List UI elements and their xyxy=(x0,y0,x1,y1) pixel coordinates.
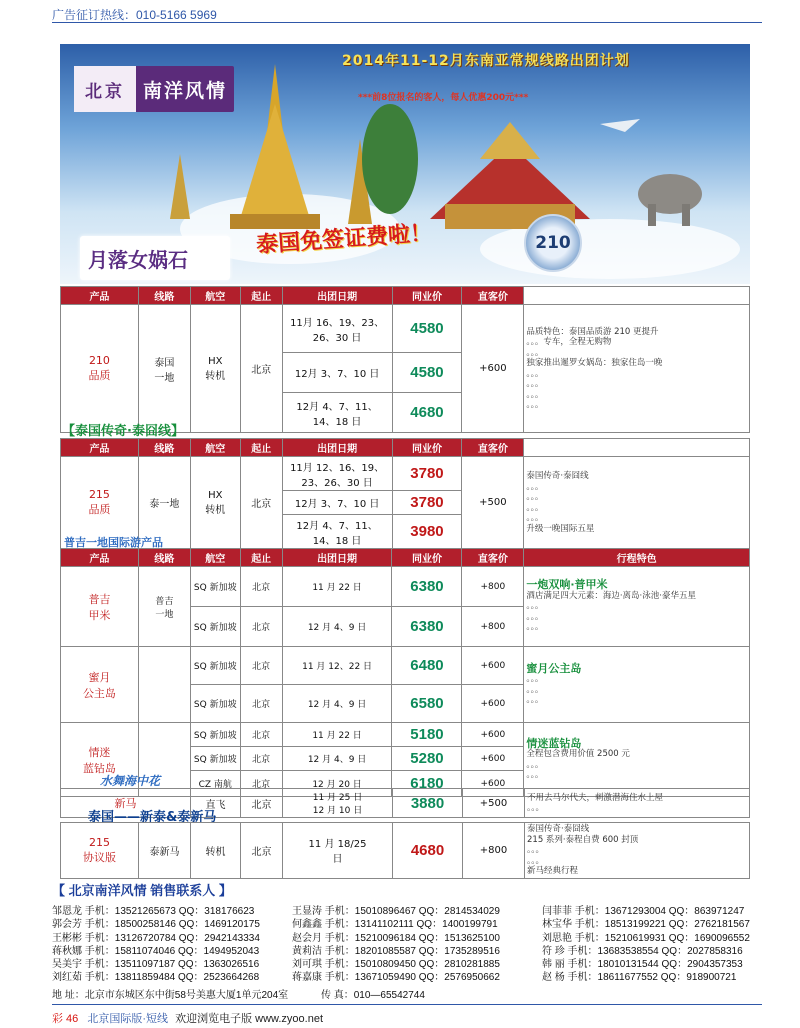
trade-price: 4680 xyxy=(393,823,463,879)
contact-entry: 符 珍 手机：13683538554 QQ：2027858316 xyxy=(542,945,743,957)
airline: CZ 南航 xyxy=(190,771,240,797)
itinerary-cell xyxy=(524,567,750,647)
banner-promo: ***前8位报名的客人，每人优惠200元*** xyxy=(358,93,529,103)
sales-contacts xyxy=(52,880,762,1001)
tour-dates: 12月 3、7、10 日 xyxy=(282,491,392,515)
contact-entry: 刘红茹 手机：13811859484 QQ：2523664268 xyxy=(52,972,260,984)
col-header: 出团日期 xyxy=(282,287,392,305)
airline: SQ 新加坡 xyxy=(190,607,240,647)
trade-price: 6380 xyxy=(392,567,462,607)
itinerary-desc: 不用去马尔代夫，刺激潜海住水上屋 。。。 xyxy=(525,789,750,818)
trade-price: 4580 xyxy=(392,305,462,353)
tour-dates: 12月 4、7、11、 14、18 日 xyxy=(282,393,392,433)
trade-price: 3780 xyxy=(392,491,462,515)
visa-free-slogan: 泰国免签证费啦！ xyxy=(255,220,433,259)
bottom-rule xyxy=(52,1004,762,1005)
direct-price: +600 xyxy=(462,747,524,771)
contact-entry: 蒋秋娜 手机：15811074046 QQ：1494952043 xyxy=(52,945,260,957)
airline: SQ 新加坡 xyxy=(190,647,240,685)
direct-price: +600 xyxy=(462,647,524,685)
departure-city: 北京 xyxy=(240,457,282,549)
product-210-badge: 210 xyxy=(524,214,582,272)
col-header: 起止 xyxy=(240,287,282,305)
airline: HX 转机 xyxy=(190,457,240,549)
departure-city: 北京 xyxy=(240,685,282,723)
tour-dates: 11 月 18/25 日 xyxy=(283,823,393,879)
col-header: 产品 xyxy=(61,287,139,305)
contact-entry: 何鑫鑫 手机：13141102111 QQ：1400199791 xyxy=(292,919,498,931)
product-name: 210 品质 xyxy=(61,305,139,433)
contact-entry: 闫菲菲 手机：13671293004 QQ：863971247 xyxy=(542,906,745,917)
airline: SQ 新加坡 xyxy=(190,685,240,723)
tour-dates: 12月 4、7、11、 14、18 日 xyxy=(282,515,392,549)
contact-entry: 王显涛 手机：15010896467 QQ：2814534029 xyxy=(292,906,500,917)
contact-row xyxy=(52,918,762,931)
route: 泰新马 xyxy=(139,823,191,879)
footer-site: 欢迎浏览电子版 www.zyoo.net xyxy=(175,1013,324,1025)
tour-dates: 11月 16、19、23、 26、30 日 xyxy=(282,305,392,353)
brand-logo-city: 北京 xyxy=(74,66,136,112)
contact-entry: 赵会月 手机：15210096184 QQ：1513625100 xyxy=(292,932,500,944)
trade-price: 6180 xyxy=(392,771,462,797)
itinerary-cell xyxy=(524,647,750,723)
contact-row xyxy=(52,932,762,945)
contact-entry: 韩 丽 手机：18010131544 QQ：2904357353 xyxy=(542,959,743,971)
col-header: 出团日期 xyxy=(282,439,392,457)
product-name: 新马 xyxy=(61,789,191,818)
footer-section: 北京国际版·短线 xyxy=(87,1013,169,1025)
tour-dates: 11 月 12、22 日 xyxy=(282,647,392,685)
contact-row xyxy=(52,958,762,971)
tour-dates: 12 月 4、9 日 xyxy=(282,685,392,723)
tour-dates: 11月 12、16、19、 23、26、30 日 xyxy=(282,457,392,491)
table-210 xyxy=(60,286,750,433)
col-header: 线路 xyxy=(138,287,190,305)
trade-price: 6380 xyxy=(392,607,462,647)
col-header: 同业价 xyxy=(392,439,462,457)
section-water-dance: 水舞海中花 xyxy=(100,774,161,788)
route: 泰国 一地 xyxy=(138,305,190,433)
col-header: 同业价 xyxy=(392,549,462,567)
direct-price: +800 xyxy=(462,607,524,647)
section-thai-legend: 【泰国传奇·泰囧线】 xyxy=(62,424,184,439)
col-header: 行程特色 xyxy=(524,549,750,567)
contact-entry: 赵 杨 手机：18611677552 QQ：918900721 xyxy=(542,972,737,984)
address: 地 址：北京市东城区东中街58号美惠大厦1单元204室 xyxy=(52,989,289,1001)
section-island: 普吉一地国际游产品 xyxy=(64,536,163,549)
itinerary-desc: 泰国传奇·泰囧线 。。。 。。。 。。。 。。。 升级一晚国际五星 xyxy=(524,457,750,549)
product-name: 情迷 蓝钻岛 xyxy=(61,723,139,797)
route: 泰一地 xyxy=(138,457,190,549)
contact-entry: 邹恩龙 手机：13521265673 QQ：318176623 xyxy=(52,906,255,917)
itinerary-cell xyxy=(524,723,750,797)
airline: SQ 新加坡 xyxy=(190,567,240,607)
departure-city: 北京 xyxy=(240,305,282,433)
feature-title: 情迷蓝钻岛 xyxy=(526,736,582,750)
col-header: 产品 xyxy=(61,549,139,567)
airline: SQ 新加坡 xyxy=(190,747,240,771)
itinerary-desc: 泰国传奇·泰囧线 215 系列·泰程自费 600 封顶 。。。 。。。 新马经典行程 xyxy=(525,823,750,879)
tour-dates: 12 月 4、9 日 xyxy=(282,747,392,771)
product-name: 215 协议版 xyxy=(61,823,139,879)
contact-row xyxy=(52,971,762,984)
trade-price: 3780 xyxy=(392,457,462,491)
fax: 传 真：010—65542744 xyxy=(320,989,425,1001)
trade-price: 4680 xyxy=(392,393,462,433)
direct-price: +600 xyxy=(462,771,524,797)
contact-entry: 郭会芳 手机：18500258146 QQ：1469120175 xyxy=(52,919,260,931)
product-name: 普吉 甲米 xyxy=(61,567,139,647)
col-header: 产品 xyxy=(61,439,139,457)
table-215-agreement xyxy=(60,822,750,879)
ad-hotline: 广告征订热线：010-5166 5969 xyxy=(52,8,217,22)
route: 普吉 一地 xyxy=(138,567,190,647)
direct-price: +500 xyxy=(462,457,524,549)
tour-dates: 12 月 20 日 xyxy=(282,771,392,797)
departure-city: 北京 xyxy=(240,567,282,607)
col-header: 起止 xyxy=(240,439,282,457)
page-footer xyxy=(52,1010,323,1026)
contact-row xyxy=(52,945,762,958)
route xyxy=(138,647,190,723)
direct-price: +500 xyxy=(463,789,525,818)
col-header: 航空 xyxy=(190,287,240,305)
departure-city: 北京 xyxy=(240,647,282,685)
contact-entry: 黄莉洁 手机：18201085587 QQ：1735289516 xyxy=(292,945,500,957)
trade-price: 6580 xyxy=(392,685,462,723)
itinerary-desc: 酒店满足四大元素：海边·离岛·泳池·豪华五星 。。。 。。。 。。。 xyxy=(526,590,696,633)
direct-price: +800 xyxy=(462,567,524,607)
top-rule xyxy=(52,22,762,23)
feature-title: 蜜月公主岛 xyxy=(526,661,582,675)
itinerary-desc: 。。。 。。。 。。。 xyxy=(526,674,544,705)
table-island-products xyxy=(60,548,750,797)
trade-price: 6480 xyxy=(392,647,462,685)
contact-row xyxy=(52,905,762,918)
col-header: 出团日期 xyxy=(282,549,392,567)
col-header: 直客价 xyxy=(462,439,524,457)
contact-entry: 刘思艳 手机：15210619931 QQ：1690096552 xyxy=(542,932,750,944)
airline: 直飞 xyxy=(191,789,241,818)
trade-price: 5180 xyxy=(392,723,462,747)
departure-city: 北京 xyxy=(240,747,282,771)
departure-city: 北京 xyxy=(240,723,282,747)
contacts-title: 【 北京南洋风情 销售联系人 】 xyxy=(52,883,232,898)
trade-price: 3880 xyxy=(393,789,463,818)
direct-price: +600 xyxy=(462,305,524,433)
contact-entry: 王彬彬 手机：13126720784 QQ：2942143334 xyxy=(52,932,260,944)
brand-logo xyxy=(74,66,234,112)
airline: SQ 新加坡 xyxy=(190,723,240,747)
departure-city: 北京 xyxy=(241,823,283,879)
contact-entry: 蒋嘉康 手机：13671059490 QQ：2576950662 xyxy=(292,972,500,984)
direct-price: +800 xyxy=(463,823,525,879)
table-215 xyxy=(60,438,750,549)
col-header: 航空 xyxy=(190,549,240,567)
airline: 转机 xyxy=(191,823,241,879)
product-name: 215 品质 xyxy=(61,457,139,549)
col-header: 直客价 xyxy=(462,287,524,305)
tour-dates: 12月 3、7、10 日 xyxy=(282,353,392,393)
page-number: 彩 46 xyxy=(52,1013,79,1025)
col-header: 直客价 xyxy=(462,549,524,567)
tour-dates: 11 月 22 日 xyxy=(282,723,392,747)
moon-stone-text: 月落女娲石 xyxy=(88,247,188,272)
airline: HX 转机 xyxy=(190,305,240,433)
col-header: 航空 xyxy=(190,439,240,457)
trade-price: 5280 xyxy=(392,747,462,771)
feature-title: 一炮双响·普甲米 xyxy=(526,578,608,592)
direct-price: +600 xyxy=(462,685,524,723)
product-name: 蜜月 公主岛 xyxy=(61,647,139,723)
trade-price: 4580 xyxy=(392,353,462,393)
address-line xyxy=(52,986,762,1001)
departure-city: 北京 xyxy=(240,607,282,647)
section-thai-singapore-malaysia: 泰国——新泰&泰新马 xyxy=(88,810,217,825)
col-header: 同业价 xyxy=(392,287,462,305)
direct-price: +600 xyxy=(462,723,524,747)
tour-dates: 11 月 22 日 xyxy=(282,567,392,607)
trade-price: 3980 xyxy=(392,515,462,549)
departure-city: 北京 xyxy=(241,789,283,818)
col-header: 线路 xyxy=(138,549,190,567)
col-header: 线路 xyxy=(138,439,190,457)
contact-entry: 吴美宇 手机：13511097187 QQ：1363026516 xyxy=(52,959,260,971)
hero-banner xyxy=(60,44,750,284)
col-header: 起止 xyxy=(240,549,282,567)
tour-dates: 11 月 25 日 12 月 10 日 xyxy=(283,789,393,818)
itinerary-desc: 品质特色：泰国品质游 210 更提升 。。。专车，全程无购物 。。。 独家推出暹罗女娲岛：独家住岛一晚 。。。 。。。 。。。 。。。 xyxy=(524,305,750,433)
brand-logo-name: 南洋风情 xyxy=(142,79,227,102)
moon-stone-logo xyxy=(80,236,230,280)
tour-dates: 12 月 4、9 日 xyxy=(282,607,392,647)
contact-entry: 林宝华 手机：18513199221 QQ：2762181567 xyxy=(542,919,750,931)
departure-city: 北京 xyxy=(240,771,282,797)
contact-entry: 刘可琪 手机：15010809450 QQ：2810281885 xyxy=(292,959,500,971)
banner-title: 2014年11-12月东南亚常规线路出团计划 xyxy=(342,53,630,69)
itinerary-desc: 全程包含费用价值 2500 元 。。。 。。。 xyxy=(526,749,630,780)
